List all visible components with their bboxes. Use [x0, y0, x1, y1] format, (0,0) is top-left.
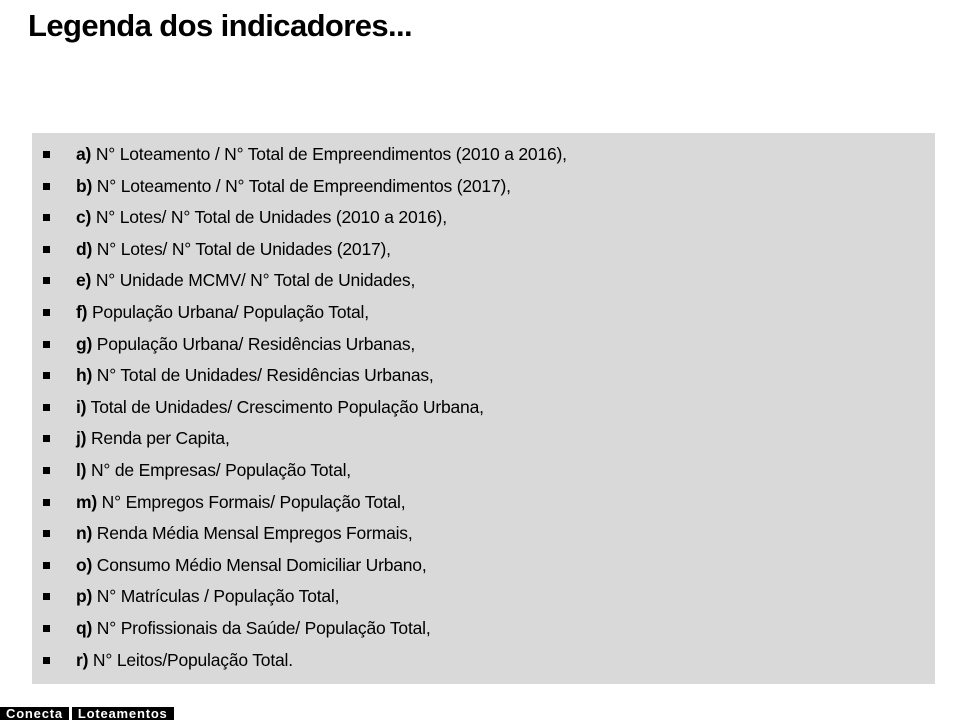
legend-item-text: População Urbana/ População Total, [91, 301, 369, 322]
legend-item-text: N° Lotes/ N° Total de Unidades (2010 a 2016), [95, 207, 447, 228]
square-bullet-icon [43, 625, 50, 632]
square-bullet-icon [43, 309, 50, 316]
legend-item-letter: b) [76, 175, 93, 196]
legend-item [32, 518, 935, 550]
legend-item-text: N° Loteamento / N° Total de Empreendimentos (2017), [96, 175, 511, 196]
legend-item-text: Total de Unidades/ Crescimento População Urbana, [90, 396, 484, 417]
legend-item [32, 392, 935, 424]
legend-item [32, 550, 935, 582]
legend-item-letter: h) [76, 365, 93, 386]
square-bullet-icon [43, 404, 50, 411]
legend-item-letter: g) [76, 333, 93, 354]
legend-item-text: N° Total de Unidades/ Residências Urbanas, [96, 365, 434, 386]
square-bullet-icon [43, 562, 50, 569]
square-bullet-icon [43, 214, 50, 221]
legend-item-letter: r) [76, 649, 89, 670]
legend-item-text: População Urbana/ Residências Urbanas, [96, 333, 416, 354]
square-bullet-icon [43, 499, 50, 506]
legend-item-letter: q) [76, 617, 93, 638]
legend-item [32, 329, 935, 361]
legend-item [32, 234, 935, 266]
square-bullet-icon [43, 151, 50, 158]
legend-item [32, 171, 935, 203]
legend-item-text: Consumo Médio Mensal Domiciliar Urbano, [96, 554, 427, 575]
legend-item-letter: d) [76, 238, 93, 259]
logo-text-loteamentos: Loteamentos [72, 707, 174, 720]
legend-item-text: N° Unidade MCMV/ N° Total de Unidades, [95, 270, 416, 291]
legend-item [32, 613, 935, 645]
legend-item [32, 202, 935, 234]
legend-item-letter: a) [76, 144, 92, 164]
square-bullet-icon [43, 341, 50, 348]
legend-item [32, 487, 935, 519]
legend-item-text: N° Empregos Formais/ População Total, [101, 491, 406, 512]
legend-item [32, 423, 935, 455]
logo-text-conecta: Conecta [0, 707, 69, 720]
legend-item [32, 265, 935, 297]
legend-item-letter: e) [76, 270, 92, 291]
legend-item-text: N° Profissionais da Saúde/ População Total, [96, 617, 431, 638]
square-bullet-icon [43, 277, 50, 284]
legend-item-letter: c) [76, 207, 92, 228]
legend-item-text: N° Matrículas / População Total, [96, 586, 340, 607]
square-bullet-icon [43, 530, 50, 537]
legend-item-letter: o) [76, 554, 93, 575]
legend-item-letter: m) [76, 491, 97, 512]
legend-item-letter: i) [76, 396, 87, 417]
legend-item-letter: l) [76, 459, 87, 480]
legend-item-letter: p) [76, 586, 93, 607]
square-bullet-icon [43, 657, 50, 664]
square-bullet-icon [43, 467, 50, 474]
square-bullet-icon [43, 372, 50, 379]
square-bullet-icon [43, 435, 50, 442]
legend-item-letter: j) [76, 428, 87, 449]
legend-item-text: N° Loteamento / N° Total de Empreendimentos (2010 a 2016), [95, 144, 567, 164]
legend-item [32, 455, 935, 487]
legend-item-text: N° Leitos/População Total. [92, 649, 293, 670]
legend-item [32, 297, 935, 329]
legend-item-text: Renda Média Mensal Empregos Formais, [96, 523, 413, 544]
legend-item [32, 360, 935, 392]
legend-item [32, 645, 935, 677]
square-bullet-icon [43, 246, 50, 253]
square-bullet-icon [43, 183, 50, 190]
square-bullet-icon [43, 593, 50, 600]
legend-item-text: N° Lotes/ N° Total de Unidades (2017), [96, 238, 391, 259]
legend-box [32, 133, 935, 684]
legend-item-letter: n) [76, 523, 93, 544]
legend-item-text: Renda per Capita, [90, 428, 230, 449]
legend-item [32, 581, 935, 613]
legend-item-text: N° de Empresas/ População Total, [90, 459, 351, 480]
page-title: Legenda dos indicadores... [28, 8, 413, 43]
footer-logo [0, 707, 174, 720]
legend-item-letter: f) [76, 301, 88, 322]
legend-list [32, 139, 935, 676]
legend-item [32, 139, 935, 171]
